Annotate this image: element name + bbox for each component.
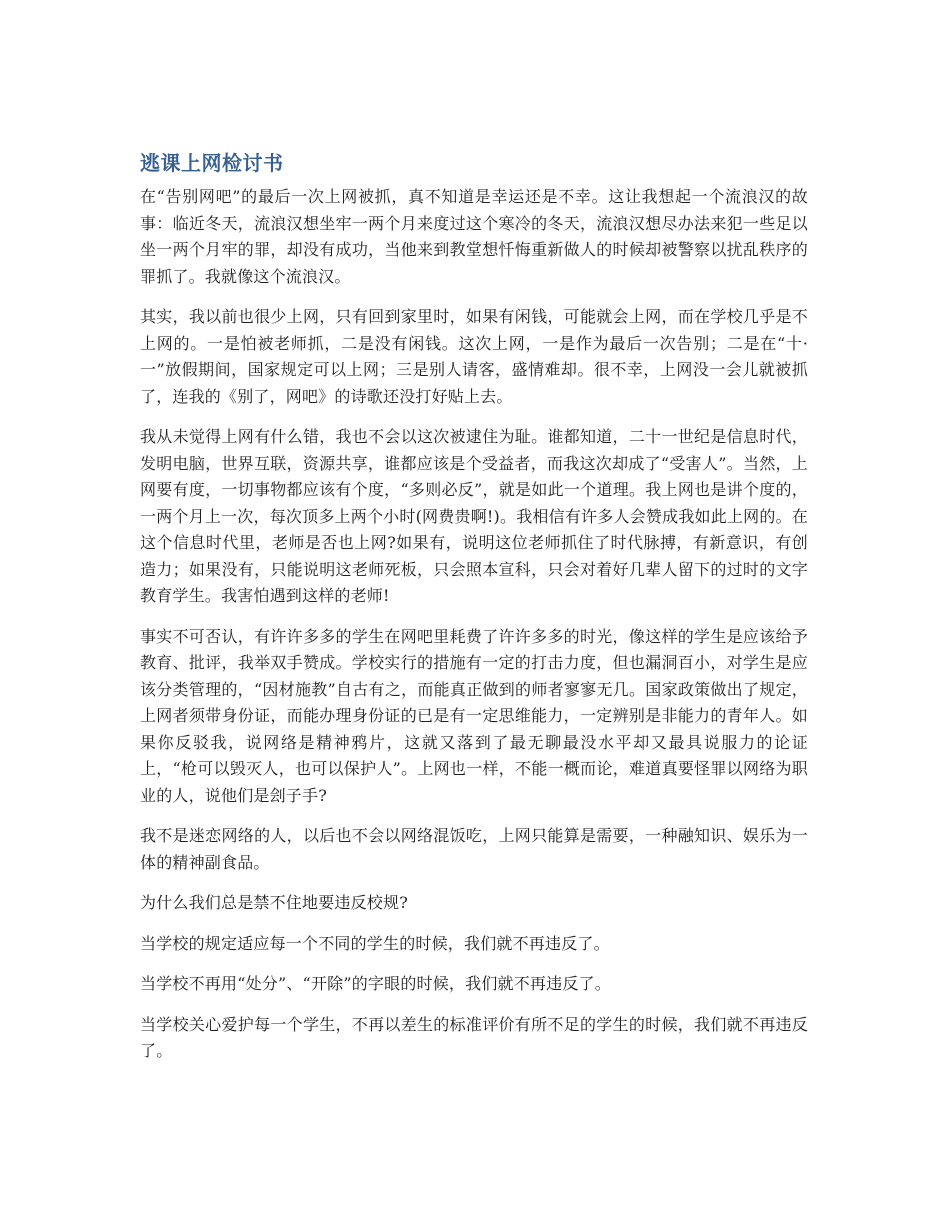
paragraph: 事实不可否认，有许许多多的学生在网吧里耗费了许许多多的时光，像这样的学生是应该给予教育、批评，我举双手赞成。学校实行的措施有一定的打击力度，但也漏洞百小，对学生是应该分类管理的，“因材施教”自古有之，而能真正做到的师者寥寥无几。国家政策做出了规定，上网者须带身份证，而能办理身份证的已是有一定思维能力，一定辨别是非能力的青年人。如果你反驳我，说网络是精神鸦片，这就又落到了最无聊最没水平却又最具说服力的论证上，“枪可以毁灭人，也可以保护人”。上网也一样，不能一概而论，难道真要怪罪以网络为职业的人，说他们是刽子手? bbox=[140, 626, 808, 805]
paragraph: 其实，我以前也很少上网，只有回到家里时，如果有闲钱，可能就会上网，而在学校几乎是不上网的。一是怕被老师抓，二是没有闲钱。这次上网，一是作为最后一次告别；二是在“十·一”放假期间，国家规定可以上网；三是别人请客，盛情难却。很不幸，上网没一会儿就被抓了，连我的《别了，网吧》的诗歌还没打好贴上去。 bbox=[140, 307, 808, 406]
paragraph: 当学校的规定适应每一个不同的学生的时候，我们就不再违反了。 bbox=[140, 933, 610, 953]
document-page bbox=[140, 148, 808, 1079]
paragraph: 为什么我们总是禁不住地要违反校规? bbox=[140, 893, 408, 912]
document-title: 逃课上网检讨书 bbox=[140, 151, 284, 175]
paragraph: 我从未觉得上网有什么错，我也不会以这次被逮住为耻。谁都知道，二十一世纪是信息时代，发明电脑，世界互联，资源共享，谁都应该是个受益者，而我这次却成了“受害人”。当然，上网要有度，一切事物都应该有个度，“多则必反”，就是如此一个道理。我上网也是讲个度的，一两个月上一次，每次顶多上两个小时(网费贵啊!)。我相信有许多人会赞成我如此上网的。在这个信息时代里，老师是否也上网?如果有，说明这位老师抓住了时代脉搏，有新意识，有创造力；如果没有，只能说明这老师死板，只会照本宣科，只会对着好几辈人留下的过时的文字教育学生。我害怕遇到这样的老师! bbox=[140, 427, 808, 605]
paragraph: 当学校关心爱护每一个学生，不再以差生的标准评价有所不足的学生的时候，我们就不再违反了。 bbox=[140, 1014, 808, 1060]
paragraph: 我不是迷恋网络的人，以后也不会以网络混饭吃，上网只能算是需要，一种融知识、娱乐为一体的精神副食品。 bbox=[140, 826, 808, 872]
paragraph: 当学校不再用“处分”、“开除”的字眼的时候，我们就不再违反了。 bbox=[140, 974, 611, 993]
paragraph: 在“告别网吧”的最后一次上网被抓，真不知道是幸运还是不幸。这让我想起一个流浪汉的故事：临近冬天，流浪汉想坐牢一两个月来度过这个寒冷的冬天，流浪汉想尽办法来犯一些足以坐一两个月牢的罪，却没有成功，当他来到教堂想忏悔重新做人的时候却被警察以扰乱秩序的罪抓了。我就像这个流浪汉。 bbox=[140, 187, 808, 286]
